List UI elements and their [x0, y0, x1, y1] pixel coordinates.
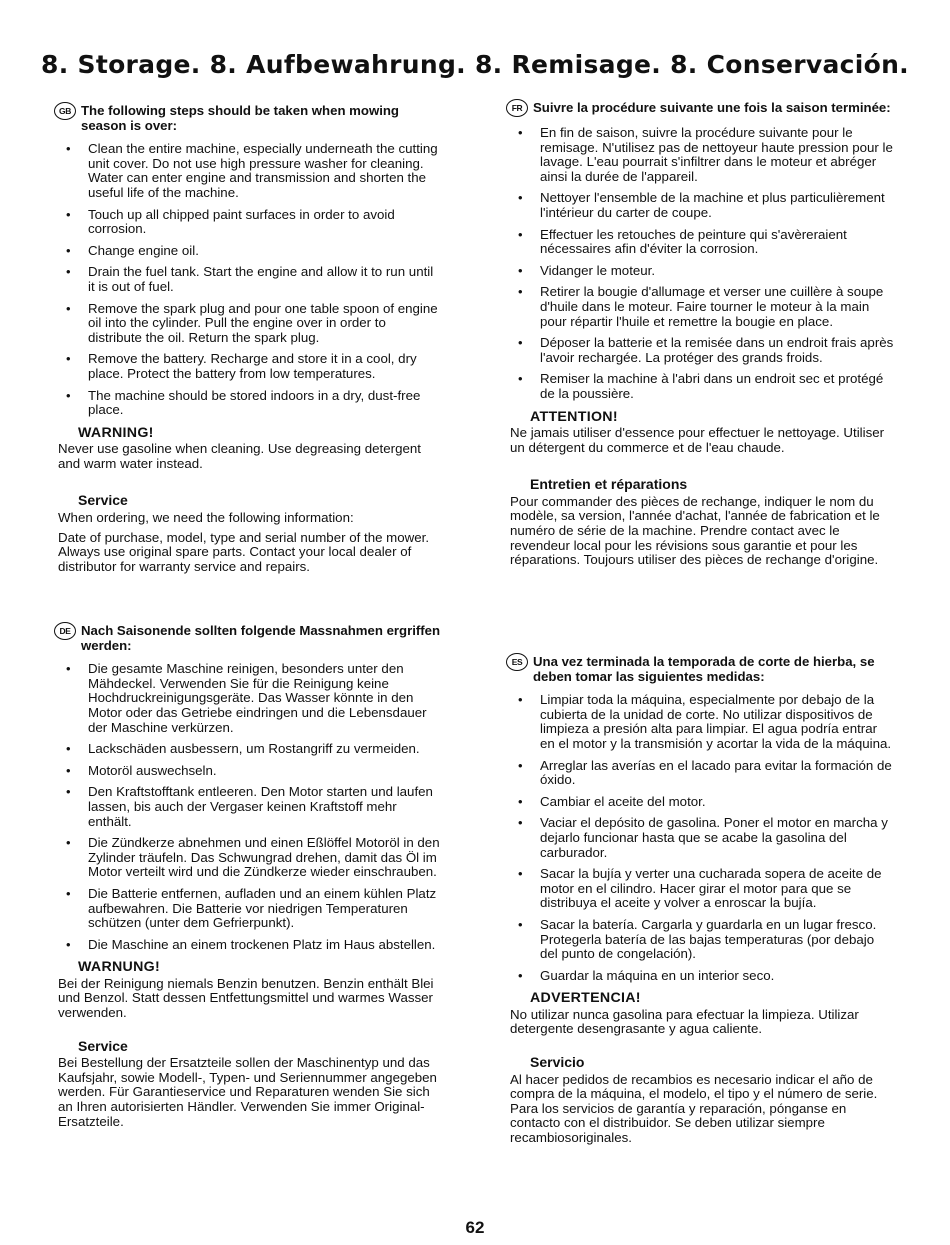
list-item: • Vaciar el depósito de gasolina. Poner el motor en marcha y dejarlo funcionar hasta que se acabe la gasolina del carburador. — [518, 815, 888, 860]
warning-heading: WARNUNG! — [78, 959, 160, 976]
warning-text: No utilizar nunca gasolina para efectuar la limpieza. Utilizar detergente desengrasante y agua caliente. — [510, 1006, 859, 1037]
intro-text: Nach Saisonende sollten folgende Massnahmen ergriffen werden: — [81, 623, 441, 653]
service-heading: Servicio — [530, 1054, 585, 1071]
warning-heading: WARNING! — [78, 424, 154, 441]
warning-text: Never use gasoline when cleaning. Use degreasing detergent and warm water instead. — [58, 441, 421, 471]
service-paragraph: When ordering, we need the following information: — [58, 510, 354, 526]
step-list — [510, 126, 895, 402]
list-item: • Remove the battery. Recharge and store it in a cool, dry place. Protect the battery from low temperatures. — [66, 351, 417, 381]
list-item: • Lackschäden ausbessern, um Rostangriff zu vermeiden. — [66, 741, 420, 757]
list-item: • Vidanger le moteur. — [518, 262, 656, 278]
list-item: • Cambiar el aceite del motor. — [518, 793, 706, 809]
section-intro — [58, 624, 443, 653]
service-heading: Service — [78, 1037, 128, 1054]
list-item: • Die gesamte Maschine reinigen, besonders unter den Mähdeckel. Verwenden Sie für die Reinigung keine Hochdruckreinigungsgeräte. Das Wasser könnte in den Motor oder das Getriebe eindringen und die Lebensdauer der Maschine verkürzen. — [66, 661, 427, 735]
page-title: 8. Storage. 8. Aufbewahrung. 8. Remisage. 8. Conservación. — [41, 50, 909, 79]
warning-text: Bei der Reinigung niemals Benzin benutzen. Benzin enthält Blei und Benzol. Statt dessen Entfettungsmittel und warmes Wasser verwenden. — [58, 975, 434, 1021]
list-item: • Remiser la machine à l'abri dans un endroit sec et protégé de la poussière. — [518, 371, 884, 401]
list-item: • Retirer la bougie d'allumage et verser une cuillère à soupe d'huile dans le moteur. Faire tourner le moteur à la main pour répartir l'huile et remettre la bougie en place. — [518, 284, 884, 329]
list-item: • Sacar la batería. Cargarla y guardarla en un lugar fresco. Protegerla batería de las bajas temperaturas (por debajo del punto de congelación). — [518, 916, 877, 962]
section-intro — [58, 104, 443, 133]
list-item: • Déposer la batterie et la remisée dans un endroit frais après l'avoir rechargée. La protéger des grands froids. — [518, 335, 894, 365]
intro-text: Una vez terminada la temporada de corte de hierba, se deben tomar las siguientes medidas: — [533, 654, 875, 684]
section-de — [58, 624, 443, 1134]
lang-gb-badge: GB — [54, 102, 76, 120]
lang-de-badge: DE — [54, 622, 76, 640]
service-paragraph: Date of purchase, model, type and serial number of the mower. Always use original spare parts. Contact your local dealer of distributor for warranty service and repairs. — [58, 529, 430, 574]
list-item: • Die Maschine an einem trockenen Platz im Haus abstellen. — [66, 936, 436, 952]
list-item: • Remove the spark plug and pour one table spoon of engine oil into the cylinder. Pull the engine over in order to distribute the oil. Return the spark plug. — [66, 300, 438, 345]
list-item: • Sacar la bujía y verter una cucharada sopera de aceite de motor en el cilindro. Hacer girar el motor para que se distribuya el aceite y volver a enroscar la bujía. — [518, 866, 882, 911]
service-paragraph: Pour commander des pièces de rechange, indiquer le nom du modèle, sa version, l'année d'achat, l'année de fabrication et le numéro de série de la machine. Prendre contact avec le revendeur local pour les révisions sous garantie et pour les réparations. Toujours utiliser des pièces de rechange d'origine. — [510, 493, 880, 568]
list-item: • The machine should be stored indoors in a dry, dust-free place. — [66, 387, 421, 418]
list-item: • Touch up all chipped paint surfaces in order to avoid corrosion. — [66, 206, 395, 237]
list-item: • Den Kraftstofftank entleeren. Den Motor starten und laufen lassen, bis auch der Vergaser keinen Kraftstoff mehr enthält. — [66, 784, 433, 829]
section-intro — [510, 101, 895, 117]
intro-text: Suivre la procédure suivante une fois la saison terminée: — [533, 100, 891, 115]
list-item: • En fin de saison, suivre la procédure suivante pour le remisage. N'utilisez pas de nettoyeur haute pression pour le lavage. L'eau pourrait s'infiltrer dans le moteur et abréger ainsi la durée de l'appareil. — [518, 125, 893, 184]
list-item: • Clean the entire machine, especially underneath the cutting unit cover. Do not use high pressure washer for cleaning. Water can enter engine and transmission and shorten the useful life of the machine. — [66, 141, 438, 200]
warning-heading: ADVERTENCIA! — [530, 990, 641, 1007]
section-gb — [58, 104, 443, 579]
list-item: • Effectuer les retouches de peinture qui s'avèreraient nécessaires afin d'éviter la corrosion. — [518, 226, 847, 257]
section-fr — [510, 101, 895, 573]
warning-heading: ATTENTION! — [530, 408, 618, 425]
list-item: • Limpiar toda la máquina, especialmente por debajo de la cubierta de la unidad de corte. No utilizar dispositivos de limpieza a presión alta para limpiar. El agua podría entrar en el motor y la transmisión y acortar la vida de la máquina. — [518, 692, 892, 751]
step-list — [58, 662, 443, 952]
step-list — [510, 693, 895, 983]
lang-es-badge: ES — [506, 653, 528, 671]
section-es — [510, 655, 895, 1151]
list-item: • Die Zündkerze abnehmen und einen Eßlöffel Motoröl in den Zylinder träufeln. Das Schwungrad drehen, damit das Öl im Motor verteilt wird und die Zündkerze wieder einschrauben. — [66, 835, 440, 880]
list-item: • Motoröl auswechseln. — [66, 762, 217, 778]
list-item: • Die Batterie entfernen, aufladen und an einem kühlen Platz aufbewahren. Die Batterie vor niedrigen Temperaturen schützen (unter dem Gefrierpunkt). — [66, 885, 437, 931]
intro-text: The following steps should be taken when mowing season is over: — [81, 103, 399, 133]
list-item: • Arreglar las averías en el lacado para evitar la formación de óxido. — [518, 757, 892, 788]
service-paragraph: Bei Bestellung der Ersatzteile sollen der Maschinentyp und das Kaufsjahr, sowie Modell-, Typen- und Seriennummer angegeben werden. Für Garantieservice und Reparaturen wenden Sie sich an Ihren autorisierten Händler. Verwenden Sie immer Original-Ersatzteile. — [58, 1055, 437, 1129]
list-item: • Guardar la máquina en un interior seco. — [518, 967, 775, 983]
list-item: • Drain the fuel tank. Start the engine and allow it to run until it is out of fuel. — [66, 264, 434, 294]
list-item: • Change engine oil. — [66, 242, 199, 258]
list-item: • Nettoyer l'ensemble de la machine et plus particulièrement l'intérieur du carter de coupe. — [518, 190, 885, 220]
service-heading: Service — [78, 492, 128, 509]
page-number: 62 — [465, 1218, 485, 1237]
service-paragraph: Al hacer pedidos de recambios es necesario indicar el año de compra de la máquina, el modelo, el tipo y el número de serie. Para los servicios de garantía y reparación, pónganse en contacto con el distribuidor. Se deben utilizar siempre recambiosoriginales. — [510, 1071, 878, 1146]
warning-text: Ne jamais utiliser d'essence pour effectuer le nettoyage. Utiliser un détergent du commerce et de l'eau chaude. — [510, 425, 885, 455]
lang-fr-badge: FR — [506, 99, 528, 117]
service-heading: Entretien et réparations — [530, 476, 688, 493]
step-list — [58, 142, 443, 418]
section-intro — [510, 655, 895, 684]
